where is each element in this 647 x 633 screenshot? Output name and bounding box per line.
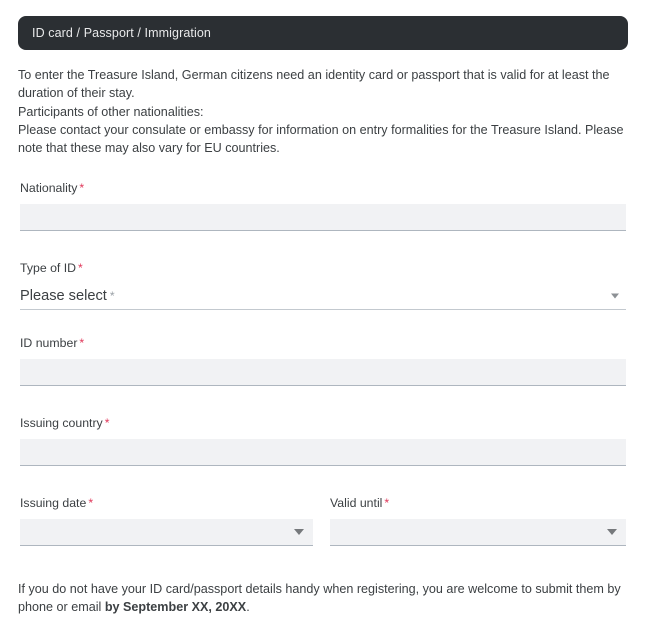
label-issuing-country-text: Issuing country [20, 416, 103, 430]
label-valid-until [330, 496, 626, 510]
intro-text-block [18, 66, 628, 157]
label-type-of-id-text: Type of ID [20, 261, 77, 275]
label-issuing-country [20, 416, 626, 430]
chevron-down-icon [294, 529, 304, 535]
footer-note [18, 580, 628, 617]
intro-line-2: Participants of other nationalities: [18, 104, 204, 119]
issuing-country-input[interactable] [20, 439, 626, 466]
intro-line-1: To enter the Treasure Island, German citizens need an identity card or passport that is valid for at least the duration of their stay. [18, 68, 610, 101]
footer-note-deadline: by September XX, 20XX [104, 600, 247, 615]
id-number-input[interactable] [20, 359, 626, 386]
label-issuing-date-text: Issuing date [20, 496, 87, 510]
field-valid-until [330, 496, 626, 546]
required-asterisk: * [79, 181, 85, 195]
required-asterisk: * [88, 496, 94, 510]
label-id-number [20, 336, 626, 350]
page-title: ID card / Passport / Immigration [32, 25, 211, 40]
optional-asterisk: * [109, 289, 115, 303]
type-of-id-selected-value: Please select [20, 287, 107, 304]
required-asterisk: * [104, 416, 110, 430]
label-issuing-date [20, 496, 313, 510]
chevron-down-icon [607, 529, 617, 535]
field-id-number [20, 336, 626, 386]
type-of-id-select[interactable] [20, 283, 626, 310]
label-valid-until-text: Valid until [330, 496, 383, 510]
intro-line-3: Please contact your consulate or embassy for information on entry formalities for the Treasure Island. Please note that these may also vary for EU countries. [18, 122, 624, 156]
field-issuing-date [20, 496, 313, 546]
label-id-number-text: ID number [20, 336, 78, 350]
nationality-input[interactable] [20, 204, 626, 231]
field-type-of-id [20, 261, 626, 310]
required-asterisk: * [384, 496, 390, 510]
issuing-date-select[interactable] [20, 519, 313, 546]
chevron-down-icon [611, 294, 619, 299]
required-asterisk: * [78, 261, 83, 275]
required-asterisk: * [79, 336, 85, 350]
label-type-of-id [20, 261, 626, 275]
valid-until-select[interactable] [330, 519, 626, 546]
label-nationality [20, 181, 626, 195]
field-nationality [20, 181, 626, 231]
footer-note-text-before: If you do not have your ID card/passport details handy when registering, you are welcome to submit them by phone or email [18, 582, 621, 615]
footer-note-text-after: . [246, 600, 250, 615]
field-issuing-country [20, 416, 626, 466]
section-header-bar [18, 16, 628, 50]
label-nationality-text: Nationality [20, 181, 78, 195]
